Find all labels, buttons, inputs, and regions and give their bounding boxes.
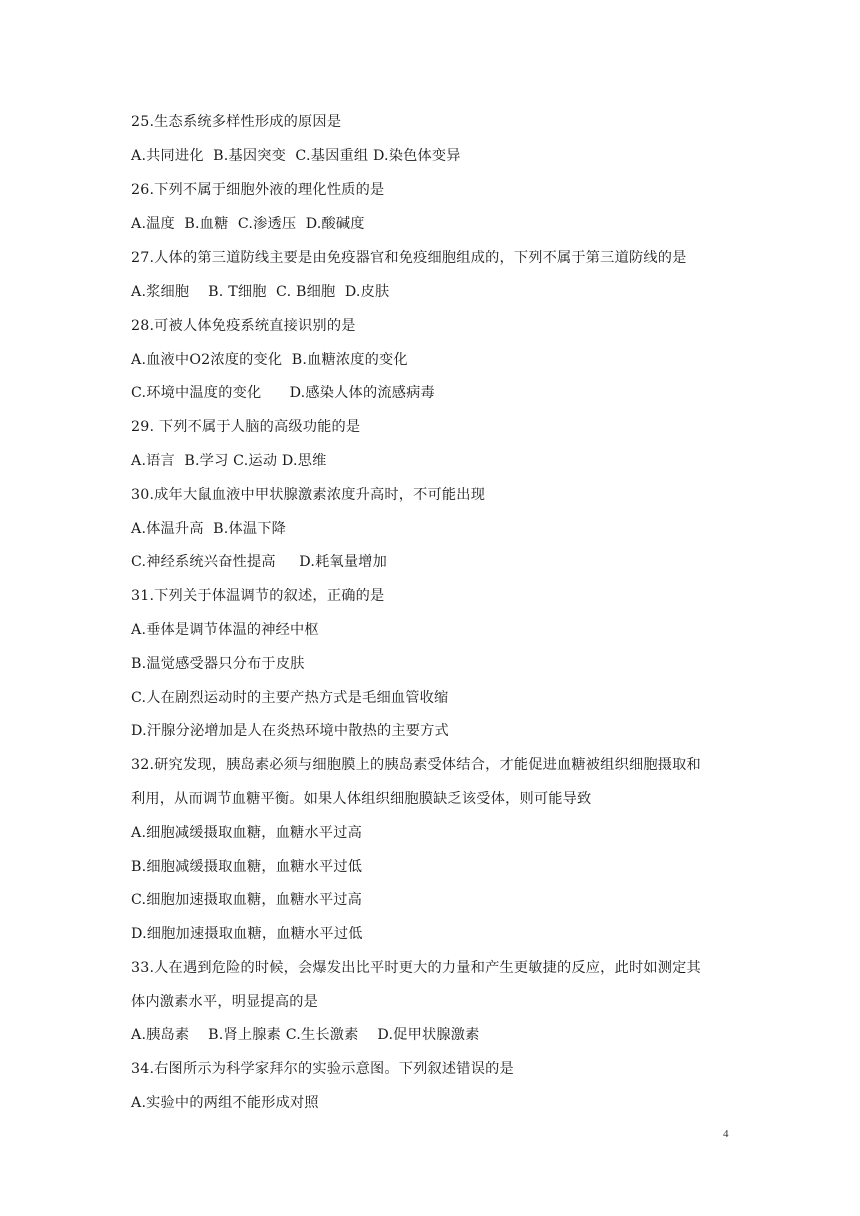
q30-options-ab: A.体温升高 B.体温下降 <box>131 521 287 537</box>
q26-stem: 26.下列不属于细胞外液的理化性质的是 <box>131 182 385 198</box>
q28-options-cd: C.环境中温度的变化 D.感染人体的流感病毒 <box>131 385 435 401</box>
q31-option-b: B.温觉感受器只分布于皮肤 <box>131 656 305 672</box>
q29-stem: 29. 下列不属于人脑的高级功能的是 <box>131 419 361 435</box>
q33-stem-line2: 体内激素水平，明显提高的是 <box>131 994 319 1010</box>
q28-stem: 28.可被人体免疫系统直接识别的是 <box>131 318 356 334</box>
q32-option-c: C.细胞加速摄取血糖，血糖水平过高 <box>131 892 363 908</box>
q27-stem: 27.人体的第三道防线主要是由免疫器官和免疫细胞组成的，下列不属于第三道防线的是 <box>131 250 687 266</box>
q32-stem-line1: 32.研究发现，胰岛素必须与细胞膜上的胰岛素受体结合，才能促进血糖被组织细胞摄取和 <box>131 757 701 773</box>
q27-options: A.浆细胞 B. T细胞 C. B细胞 D.皮肤 <box>131 284 390 300</box>
q34-stem: 34.右图所示为科学家拜尔的实验示意图。下列叙述错误的是 <box>131 1061 514 1077</box>
q31-option-a: A.垂体是调节体温的神经中枢 <box>131 622 319 638</box>
q32-option-a: A.细胞减缓摄取血糖，血糖水平过高 <box>131 825 362 841</box>
q28-options-ab: A.血液中O2浓度的变化 B.血糖浓度的变化 <box>131 352 408 368</box>
q33-stem-line1: 33.人在遇到危险的时候，会爆发出比平时更大的力量和产生更敏捷的反应，此时如测定其 <box>131 960 701 976</box>
q25-stem: 25.生态系统多样性形成的原因是 <box>131 114 342 130</box>
q25-options: A.共同进化 B.基因突变 C.基因重组 D.染色体变异 <box>131 148 461 164</box>
q33-options: A.胰岛素 B.肾上腺素 C.生长激素 D.促甲状腺激素 <box>131 1027 480 1043</box>
q32-stem-line2: 利用，从而调节血糖平衡。如果人体组织细胞膜缺乏该受体，则可能导致 <box>131 791 592 807</box>
q29-options: A.语言 B.学习 C.运动 D.思维 <box>131 453 327 469</box>
q31-stem: 31.下列关于体温调节的叙述，正确的是 <box>131 588 385 604</box>
q30-options-cd: C.神经系统兴奋性提高 D.耗氧量增加 <box>131 554 388 570</box>
page-number: 4 <box>723 1128 729 1140</box>
q31-option-d: D.汗腺分泌增加是人在炎热环境中散热的主要方式 <box>131 723 449 739</box>
q31-option-c: C.人在剧烈运动时的主要产热方式是毛细血管收缩 <box>131 690 449 706</box>
q32-option-d: D.细胞加速摄取血糖，血糖水平过低 <box>131 926 363 942</box>
q34-option-a: A.实验中的两组不能形成对照 <box>131 1095 319 1111</box>
q30-stem: 30.成年大鼠血液中甲状腺激素浓度升高时，不可能出现 <box>131 487 486 503</box>
q32-option-b: B.细胞减缓摄取血糖，血糖水平过低 <box>131 859 363 875</box>
q26-options: A.温度 B.血糖 C.渗透压 D.酸碱度 <box>131 216 365 232</box>
